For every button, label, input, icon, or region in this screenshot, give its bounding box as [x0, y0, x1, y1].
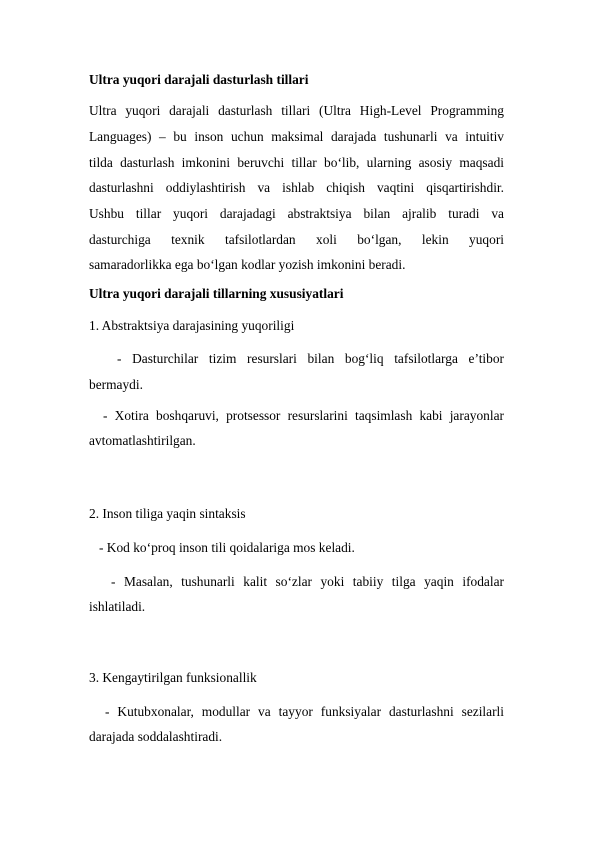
bullet-line: - Dasturchilar tizim resurslari bilan bog‘liq tafsilotlarga e’tibor	[117, 351, 504, 366]
bullet-line: - Kod ko‘proq inson tili qoidalariga mos keladi.	[99, 540, 355, 555]
paragraph-line: samaradorlikka ega bo‘lgan kodlar yozish imkonini beradi.	[89, 257, 406, 272]
paragraph-line: tilda dasturlash imkonini beruvchi tillar bo‘lib, ularning asosiy maqsadi	[89, 155, 504, 170]
bullet-line: ishlatiladi.	[89, 599, 146, 614]
list-item-title: 1. Abstraktsiya darajasining yuqoriligi	[89, 318, 295, 333]
section-heading-features: Ultra yuqori darajali tillarning xususiyatlari	[89, 286, 344, 301]
bullet-line: darajada soddalashtiradi.	[89, 729, 223, 744]
paragraph-line: Ultra yuqori darajali dasturlash tillari (Ultra High-Level Programming	[89, 103, 504, 118]
section-heading-main: Ultra yuqori darajali dasturlash tillari	[89, 72, 309, 87]
paragraph-line: dasturchiga texnik tafsilotlardan xoli bo‘lgan, lekin yuqori	[89, 232, 504, 247]
paragraph-line: Languages) – bu inson uchun maksimal darajada tushunarli va intuitiv	[89, 129, 504, 144]
list-item-title: 2. Inson tiliga yaqin sintaksis	[89, 506, 246, 521]
paragraph-line: Ushbu tillar yuqori darajadagi abstraktsiya bilan ajralib turadi va	[89, 206, 504, 221]
bullet-line: avtomatlashtirilgan.	[89, 433, 196, 448]
paragraph-line: dasturlashni oddiylashtirish va ishlab chiqish vaqtini qisqartirishdir.	[89, 180, 504, 195]
bullet-line: - Kutubxonalar, modullar va tayyor funksiyalar dasturlashni sezilarli	[105, 704, 504, 719]
list-item-title: 3. Kengaytirilgan funksionallik	[89, 670, 257, 685]
bullet-line: - Xotira boshqaruvi, protsessor resurslarini taqsimlash kabi jarayonlar	[103, 408, 504, 423]
bullet-line: - Masalan, tushunarli kalit so‘zlar yoki tabiiy tilga yaqin ifodalar	[111, 574, 504, 589]
bullet-line: bermaydi.	[89, 377, 143, 392]
